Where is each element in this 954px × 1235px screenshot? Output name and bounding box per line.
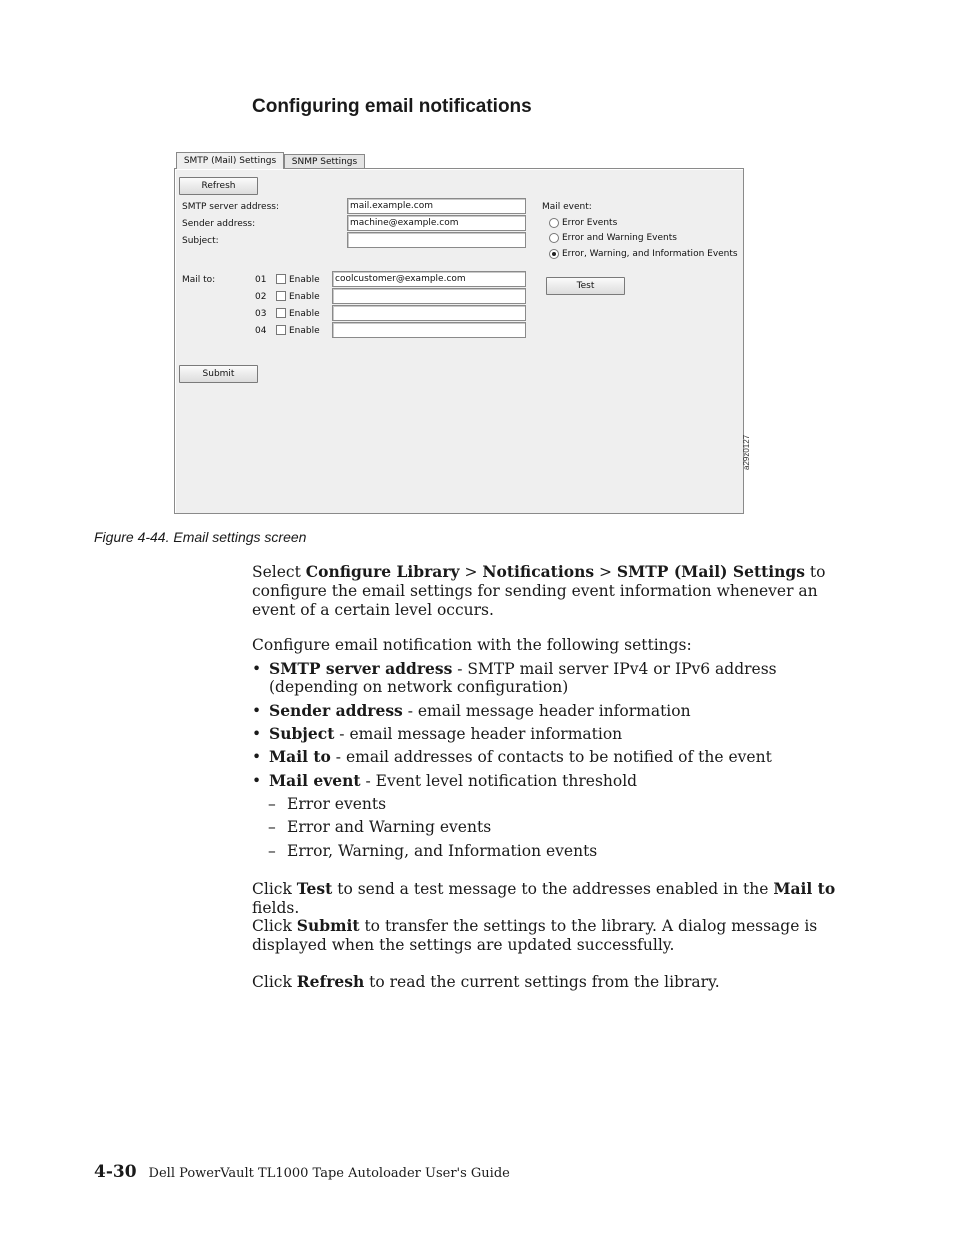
- sender-address-label: Sender address:: [182, 219, 256, 229]
- enable-label: Enable: [289, 292, 320, 302]
- mail-to-number: 04: [255, 326, 267, 336]
- page-footer: [94, 1162, 510, 1182]
- mail-to-field[interactable]: coolcustomer@example.com: [332, 271, 526, 287]
- refresh-paragraph: Click Refresh to read the current settings from the library.: [252, 972, 720, 991]
- figure-id: a29z0127: [742, 434, 751, 470]
- refresh-button[interactable]: Refresh: [179, 177, 258, 195]
- test-button[interactable]: Test: [546, 277, 625, 295]
- radio-error-warning-info-events[interactable]: [549, 249, 559, 259]
- submit-paragraph: Click Submit to transfer the settings to the library. A dialog message is displayed when the settings are updated successfully.: [252, 916, 818, 954]
- mail-event-label: Mail event:: [542, 202, 592, 212]
- settings-intro: Configure email notification with the following settings:: [252, 636, 692, 654]
- enable-checkbox[interactable]: [276, 325, 286, 335]
- test-paragraph: Click Test to send a test message to the addresses enabled in the Mail to fields.: [252, 879, 836, 917]
- smtp-settings-panel: [174, 168, 744, 514]
- tab-smtp-mail-settings[interactable]: SMTP (Mail) Settings: [176, 152, 284, 169]
- smtp-server-label: SMTP server address:: [182, 202, 280, 212]
- mail-to-field[interactable]: [332, 322, 526, 338]
- sender-address-field[interactable]: machine@example.com: [347, 215, 526, 231]
- email-settings-screenshot: [174, 152, 744, 514]
- mail-to-number: 02: [255, 292, 267, 302]
- smtp-server-field[interactable]: mail.example.com: [347, 198, 526, 214]
- radio-error-warning-events[interactable]: [549, 233, 559, 243]
- radio-label: Error, Warning, and Information Events: [562, 249, 738, 259]
- radio-label: Error and Warning Events: [562, 233, 677, 243]
- mail-to-field[interactable]: [332, 288, 526, 304]
- enable-label: Enable: [289, 326, 320, 336]
- intro-paragraph: Select Configure Library > Notifications > SMTP (Mail) Settings to configure the email settings for sending event information whenever an event of a certain level occurs.: [252, 562, 826, 619]
- tab-snmp-settings[interactable]: SNMP Settings: [284, 154, 365, 168]
- subject-field[interactable]: [347, 232, 526, 248]
- book-title: Dell PowerVault TL1000 Tape Autoloader User's Guide: [148, 1166, 510, 1181]
- submit-button[interactable]: Submit: [179, 365, 258, 383]
- radio-error-events[interactable]: [549, 218, 559, 228]
- enable-label: Enable: [289, 275, 320, 285]
- subject-label: Subject:: [182, 236, 219, 246]
- mail-to-number: 01: [255, 275, 267, 285]
- mail-to-field[interactable]: [332, 305, 526, 321]
- section-title: Configuring email notifications: [252, 96, 532, 117]
- radio-label: Error Events: [562, 218, 618, 228]
- enable-checkbox[interactable]: [276, 274, 286, 284]
- enable-checkbox[interactable]: [276, 308, 286, 318]
- mail-to-number: 03: [255, 309, 267, 319]
- enable-checkbox[interactable]: [276, 291, 286, 301]
- mail-to-label: Mail to:: [182, 275, 216, 285]
- enable-label: Enable: [289, 309, 320, 319]
- page-number: 4-30: [94, 1162, 137, 1182]
- figure-caption: Figure 4-44. Email settings screen: [94, 529, 307, 545]
